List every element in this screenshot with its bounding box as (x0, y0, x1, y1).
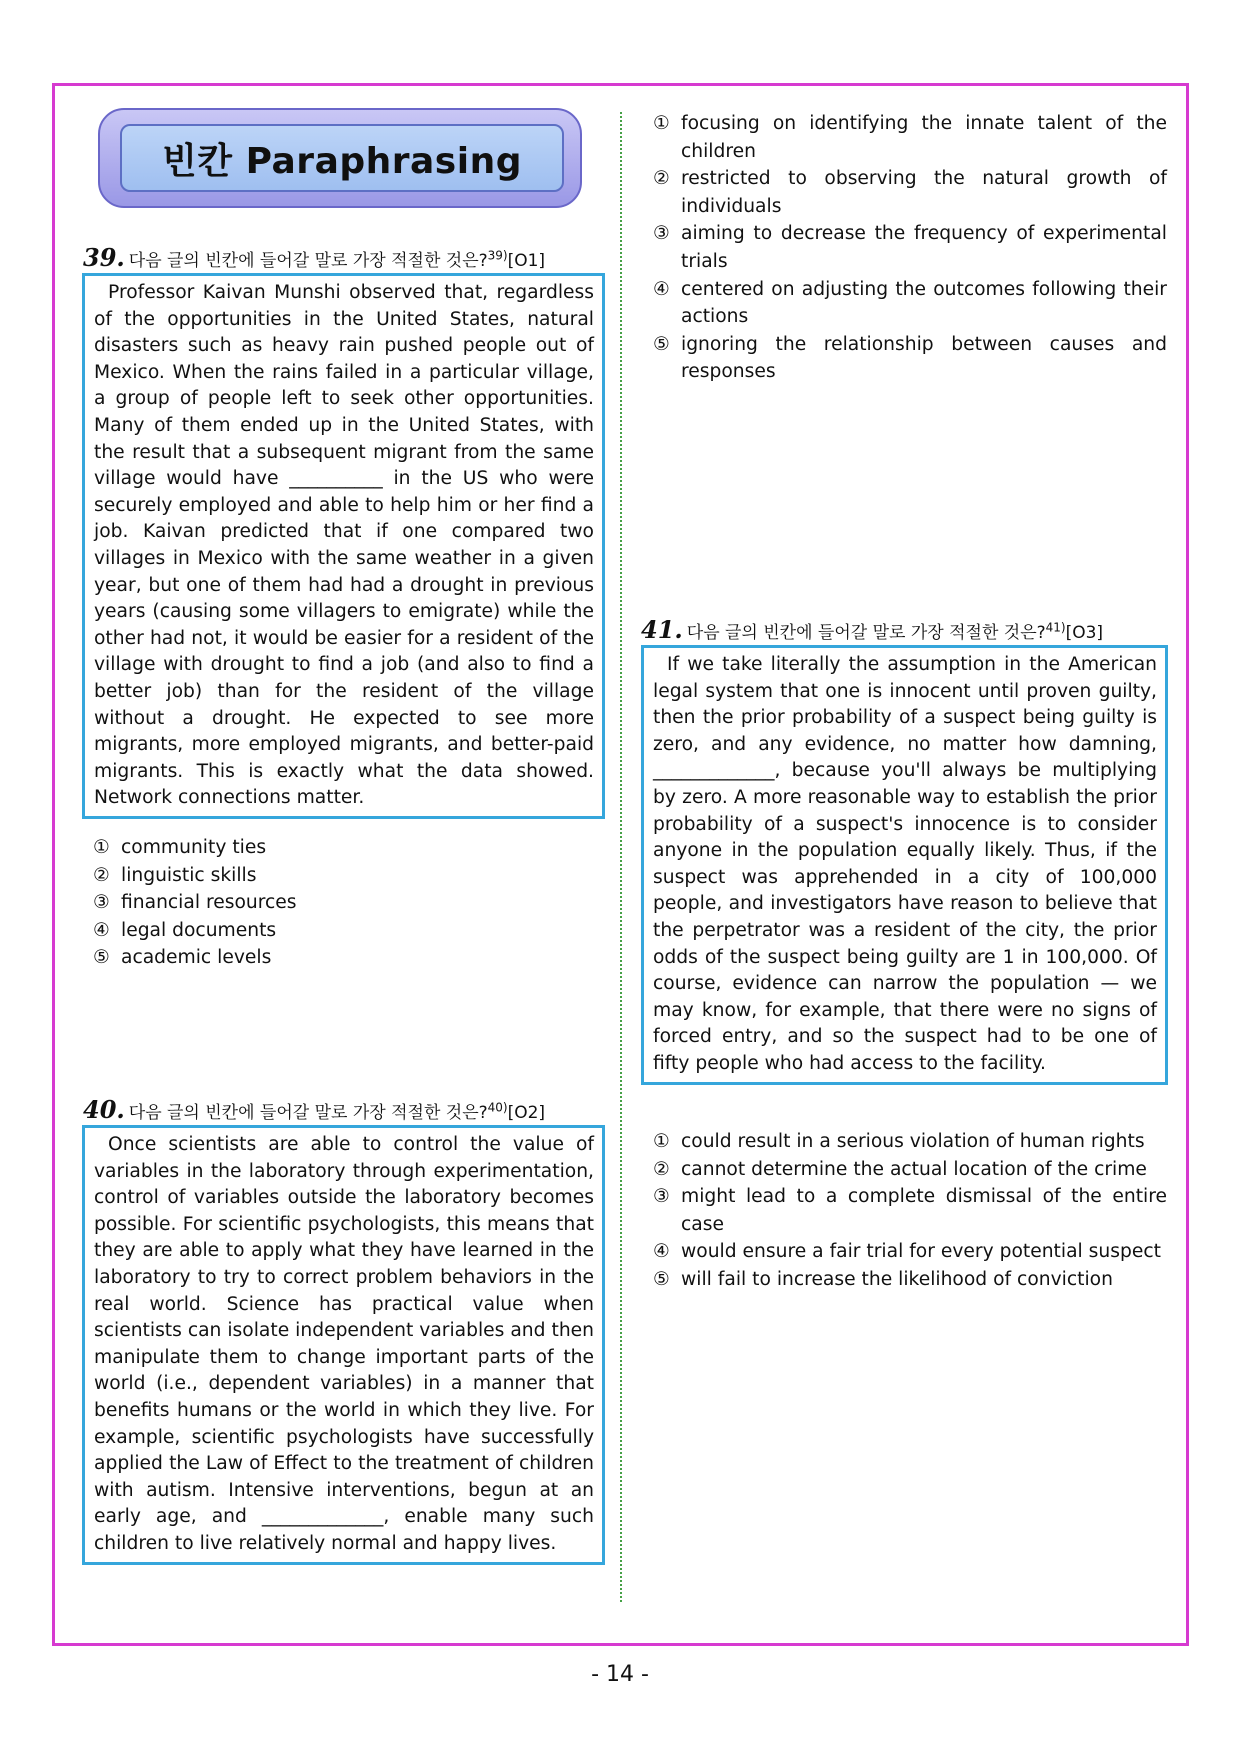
choice-4[interactable] (653, 276, 1167, 331)
choice-mark: ① (653, 113, 670, 134)
choice-mark: ② (93, 864, 110, 886)
choice-text: aiming to decrease the frequency of experimental trials (681, 223, 1167, 272)
choice-text: cannot determine the actual location of the crime (681, 1158, 1147, 1180)
choice-3[interactable] (653, 220, 1167, 275)
question-40-heading (83, 1095, 545, 1124)
question-40-passage-box (82, 1125, 605, 1565)
section-title-box (120, 124, 564, 192)
choice-text: legal documents (121, 919, 277, 941)
choice-text: would ensure a fair trial for every potential suspect (681, 1241, 1161, 1263)
question-code: [O3] (1065, 623, 1104, 643)
choice-1[interactable] (653, 110, 1167, 165)
passage-text: If we take literally the assumption in the American legal system that one is innocent until proven guilty, then the prior probability of a suspect being guilty is zero, and any evidence, no matter how damning, _____________, because you'll always be multiplying by zero. A more reasonable way to establish the prior probability of a suspect's innocence is to consider anyone in the population equally likely. Thus, if the suspect was apprehended in a city of 100,000 people, and investigators have reason to believe that the perpetrator was a resident of the city, the prior odds of the suspect being guilty are 1 in 100,000. Of course, evidence can narrow the population — we may know, for example, that there were no signs of forced entry, and so the suspect had to be one of fifty people who had access to the facility. (653, 654, 1157, 1074)
choice-mark: ① (93, 837, 110, 858)
question-41-heading (641, 615, 1103, 644)
question-39-choices (93, 834, 593, 972)
question-40-choices (653, 110, 1167, 386)
choice-4[interactable] (93, 917, 593, 945)
choice-5[interactable] (653, 1266, 1167, 1294)
page-number: - 14 - (591, 1662, 649, 1687)
question-code: [O1] (507, 251, 546, 271)
choice-5[interactable] (653, 331, 1167, 386)
question-prompt: 다음 글의 빈칸에 들어갈 말로 가장 적절한 것은? (686, 623, 1046, 643)
choice-3[interactable] (653, 1183, 1167, 1238)
choice-mark: ③ (93, 892, 110, 914)
question-ref: 40) (487, 1100, 508, 1115)
question-ref: 41) (1045, 620, 1066, 635)
section-title-banner (98, 108, 582, 208)
question-39-heading (83, 243, 545, 272)
choice-text: ignoring the relationship between causes and responses (681, 333, 1167, 383)
choice-2[interactable] (653, 165, 1167, 220)
question-prompt: 다음 글의 빈칸에 들어갈 말로 가장 적절한 것은? (128, 251, 488, 271)
question-number: 39. (83, 243, 125, 272)
question-code: [O2] (507, 1103, 546, 1123)
choice-mark: ④ (653, 278, 670, 300)
choice-1[interactable] (653, 1128, 1167, 1156)
choice-text: financial resources (121, 892, 297, 914)
question-ref: 39) (487, 248, 508, 263)
choice-mark: ④ (93, 919, 110, 941)
choice-mark: ① (653, 1131, 670, 1152)
column-divider (620, 112, 622, 1602)
choice-1[interactable] (93, 834, 593, 862)
choice-mark: ② (653, 1158, 670, 1180)
choice-text: focusing on identifying the innate talent of the children (681, 113, 1167, 162)
choice-mark: ⑤ (653, 333, 670, 355)
choice-mark: ⑤ (653, 1268, 670, 1290)
choice-2[interactable] (93, 862, 593, 890)
choice-text: could result in a serious violation of human rights (681, 1131, 1145, 1152)
choice-5[interactable] (93, 944, 593, 972)
question-prompt: 다음 글의 빈칸에 들어갈 말로 가장 적절한 것은? (128, 1103, 488, 1123)
choice-text: academic levels (121, 947, 272, 969)
question-number: 41. (641, 615, 683, 644)
choice-2[interactable] (653, 1156, 1167, 1184)
choice-text: linguistic skills (121, 864, 257, 886)
choice-text: restricted to observing the natural growth of individuals (681, 168, 1167, 217)
choice-text: community ties (121, 837, 267, 858)
choice-mark: ④ (653, 1241, 670, 1263)
question-number: 40. (83, 1095, 125, 1124)
choice-mark: ② (653, 168, 670, 190)
choice-4[interactable] (653, 1238, 1167, 1266)
choice-text: will fail to increase the likelihood of conviction (681, 1268, 1113, 1290)
choice-mark: ③ (653, 1186, 670, 1208)
choice-3[interactable] (93, 889, 593, 917)
question-39-passage-box (82, 273, 605, 819)
passage-text: Once scientists are able to control the value of variables in the laboratory through experimentation, control of variables outside the laboratory becomes possible. For scientific psychologists, this means that they are able to apply what they have learned in the laboratory to try to correct problem behaviors in the real world. Science has practical value when scientists can isolate independent variables and then manipulate them to change important parts of the world (i.e., dependent variables) in a manner that benefits humans or the world in which they live. For example, scientific psychologists have successfully applied the Law of Effect to the treatment of children with autism. Intensive interventions, begun at an early age, and _____________, enable many such children to live relatively normal and happy lives. (94, 1134, 594, 1554)
question-41-choices (653, 1128, 1167, 1294)
choice-mark: ③ (653, 223, 670, 245)
choice-mark: ⑤ (93, 947, 110, 969)
question-41-passage-box (641, 645, 1168, 1085)
choice-text: might lead to a complete dismissal of the entire case (681, 1186, 1167, 1235)
passage-text: Professor Kaivan Munshi observed that, regardless of the opportunities in the United States, natural disasters such as heavy rain pushed people out of Mexico. When the rains failed in a particular village, a group of people left to seek other opportunities. Many of them ended up in the United States, with the result that a subsequent migrant from the same village would have __________ in the US who were securely employed and able to help him or her find a job. Kaivan predicted that if one compared two villages in Mexico with the same weather in a given year, but one of them had had a drought in previous years (causing some villagers to emigrate) while the other had not, it would be easier for a resident of the village with drought to find a job (and also to find a better job) than for the resident of the village without a drought. He expected to see more migrants, more employed migrants, and better-paid migrants. This is exactly what the data showed. Network connections matter. (94, 282, 594, 809)
section-title: 빈칸 Paraphrasing (162, 140, 522, 182)
choice-text: centered on adjusting the outcomes following their actions (681, 278, 1167, 328)
